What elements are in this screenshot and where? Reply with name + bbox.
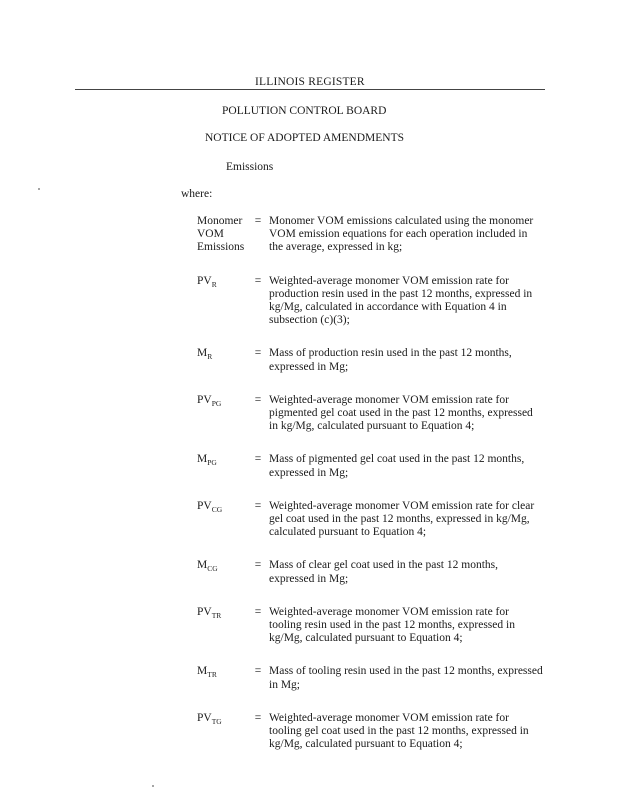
term-subscript: R (211, 279, 217, 289)
term-symbol: M (197, 559, 208, 572)
definition-text: Mass of production resin used in the past 12 months, expressed in Mg; (269, 347, 512, 373)
term-subscript: CG (207, 564, 218, 574)
equals-sign: = (254, 665, 262, 678)
term-subscript: CG (211, 504, 223, 514)
definition-item (197, 712, 557, 752)
equals-sign: = (254, 499, 262, 512)
definition-text: Weighted-average monomer VOM emission rate for clear gel coat used in the past 12 months, expressed in kg/Mg, calculated pursuant to Equation 4; (269, 499, 535, 539)
term-subscript: TR (207, 670, 217, 680)
definition-term (197, 500, 247, 516)
scan-speck (38, 188, 40, 190)
definition-text: Mass of clear gel coat used in the past 12 months, expressed in Mg; (269, 559, 498, 585)
scan-speck (152, 785, 154, 787)
term-symbol: PV (197, 274, 212, 287)
definition-text: Weighted-average monomer VOM emission rate for pigmented gel coat used in the past 12 months, expressed in kg/Mg, calculated pursuant to Equation 4; (269, 393, 533, 433)
definition-term (197, 453, 247, 469)
definition-text: Mass of tooling resin used in the past 12 months, expressed in Mg; (269, 665, 543, 691)
definition-item (197, 665, 557, 691)
equals-sign: = (254, 453, 262, 466)
board-name: POLLUTION CONTROL BOARD (222, 105, 387, 117)
definition-term (197, 665, 247, 681)
definition-term (197, 394, 247, 410)
equals-sign: = (254, 274, 262, 287)
definition-text: Weighted-average monomer VOM emission rate for production resin used in the past 12 months, expressed in kg/Mg, calculated in accordance with Equation 4 in subsection (c)(3); (269, 274, 533, 327)
term-subscript: TG (211, 716, 222, 726)
term-symbol: PV (197, 499, 212, 512)
definition-text: Weighted-average monomer VOM emission rate for tooling gel coat used in the past 12 months, expressed in kg/Mg, calculated pursuant to Equation 4; (269, 711, 529, 751)
equals-sign: = (254, 215, 262, 227)
definition-item (197, 347, 557, 373)
section-heading: Emissions (226, 161, 274, 173)
term-subscript: R (207, 352, 213, 362)
definition-item (197, 453, 557, 479)
definition-text: Monomer VOM emissions calculated using the monomer VOM emission equations for each operation included in the average, expressed in kg; (269, 215, 534, 254)
definition-term (197, 275, 247, 291)
definitions-list (197, 215, 557, 771)
definition-item (197, 394, 557, 434)
definition-term (197, 712, 247, 728)
equals-sign: = (254, 559, 262, 572)
term-symbol: PV (197, 605, 212, 618)
term-symbol: PV (197, 393, 212, 406)
register-title: ILLINOIS REGISTER (255, 76, 365, 88)
where-label: where: (181, 188, 213, 200)
term-symbol: M (197, 665, 208, 678)
equals-sign: = (254, 393, 262, 406)
term-symbol: PV (197, 711, 212, 724)
definition-text: Weighted-average monomer VOM emission rate for tooling resin used in the past 12 months, expressed in kg/Mg, calculated pursuant to Equation 4; (269, 605, 515, 645)
equals-sign: = (254, 347, 262, 360)
term-subscript: TR (211, 610, 222, 620)
equals-sign: = (254, 605, 262, 618)
definition-item (197, 500, 557, 540)
term-subscript: PG (211, 398, 222, 408)
definition-text: Mass of pigmented gel coat used in the past 12 months, expressed in Mg; (269, 453, 525, 479)
equals-sign: = (254, 711, 262, 724)
term-subscript: PG (207, 458, 217, 468)
term-symbol: M (197, 347, 208, 360)
definition-item (197, 215, 557, 255)
definition-term (197, 347, 247, 363)
header-rule (75, 89, 545, 90)
definition-term (197, 559, 247, 575)
definition-term: Monomer VOM Emissions (197, 215, 245, 253)
term-symbol: M (197, 453, 208, 466)
notice-title: NOTICE OF ADOPTED AMENDMENTS (205, 132, 405, 144)
definition-item (197, 559, 557, 585)
definition-item (197, 275, 557, 328)
definition-item (197, 606, 557, 646)
definition-term (197, 606, 247, 622)
